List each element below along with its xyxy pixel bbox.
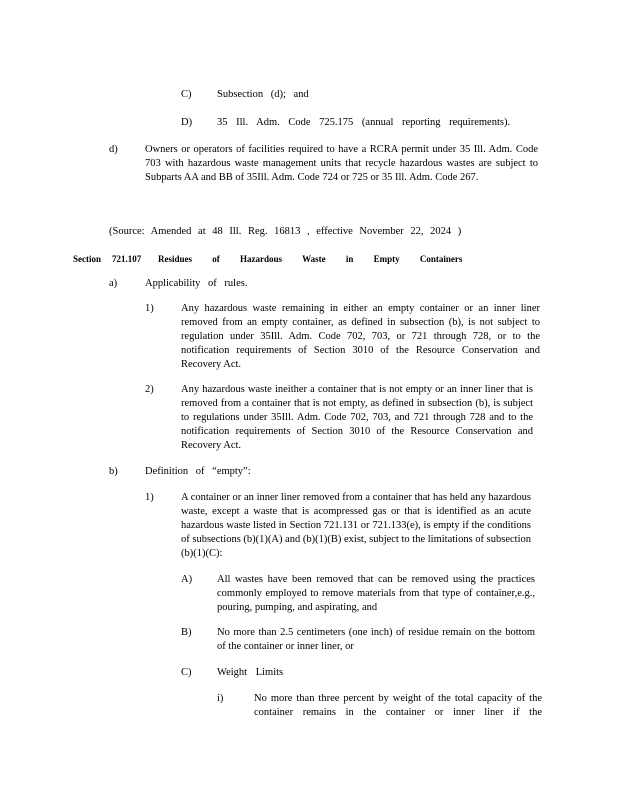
list-item-text: 35 Ill. Adm. Code 725.175 (annual reporting requirements).	[217, 117, 511, 128]
paragraph: Any hazardous waste ineither a container that is not empty or an inner liner that is removed from a container that is not empty, as defined in subsection (b), is subject to regulations under 35Ill. Adm. Code 702, 703, and 721 through 728 and to the notification requirements of Section 3010 of the Resource Conservation and Recovery Act.	[181, 384, 533, 451]
list-label: i)	[217, 693, 224, 704]
paragraph: Weight Limits	[217, 667, 284, 678]
list-label: 1)	[145, 303, 154, 314]
subsection-heading: Definition of “empty”:	[145, 466, 251, 477]
list-item-text: Subsection (d); and	[217, 89, 309, 100]
paragraph: No more than three percent by weight of the total capacity of the container remains in the container or inner liner if the	[254, 693, 542, 718]
paragraph: All wastes have been removed that can be removed using the practices commonly employed to remove materials from that type of container,e.g., pouring, pumping, and aspirating, and	[217, 574, 535, 613]
paragraph: Any hazardous waste remaining in either an empty container or an inner liner removed from an empty container, as defined in subsection (b), is not subject to regulation under 35Ill. Adm. Code 702, 703, or 721 through 728, or to the notification requirements of Section 3010 of the Resource Conservation and Recovery Act.	[181, 303, 540, 370]
list-label: A)	[181, 574, 193, 585]
list-label: a)	[109, 278, 118, 289]
subsection-heading: Applicability of rules.	[145, 278, 248, 289]
section-title: Residues of Hazardous Waste in Empty Containers	[158, 254, 463, 264]
list-label: B)	[181, 627, 192, 638]
section-number: 721.107	[112, 254, 142, 264]
paragraph: No more than 2.5 centimeters (one inch) of residue remain on the bottom of the container or inner liner, or	[217, 627, 535, 652]
list-label: 1)	[145, 492, 154, 503]
list-label: D)	[181, 117, 193, 128]
section-label: Section	[73, 254, 101, 264]
list-label: C)	[181, 89, 192, 100]
list-label: C)	[181, 667, 192, 678]
list-label: d)	[109, 144, 118, 155]
list-label: 2)	[145, 384, 154, 395]
list-label: b)	[109, 466, 118, 477]
source-note: (Source: Amended at 48 Ill. Reg. 16813 , effective November 22, 2024 )	[109, 226, 462, 237]
paragraph: A container or an inner liner removed from a container that has held any hazardous waste, except a waste that is acompressed gas or that is identified as an acute hazardous waste listed in Section 721.131 or 721.133(e), is empty if the conditions of subsections (b)(1)(A) and (b)(1)(B) exist, subject to the limitations of subsection (b)(1)(C):	[181, 492, 531, 559]
paragraph: Owners or operators of facilities required to have a RCRA permit under 35 Ill. Adm. Code 703 with hazardous waste management units that recycle hazardous wastes are subject to Subparts AA and BB of 35Ill. Adm. Code 724 or 725 or 35 Ill. Adm. Code 267.	[145, 144, 538, 183]
